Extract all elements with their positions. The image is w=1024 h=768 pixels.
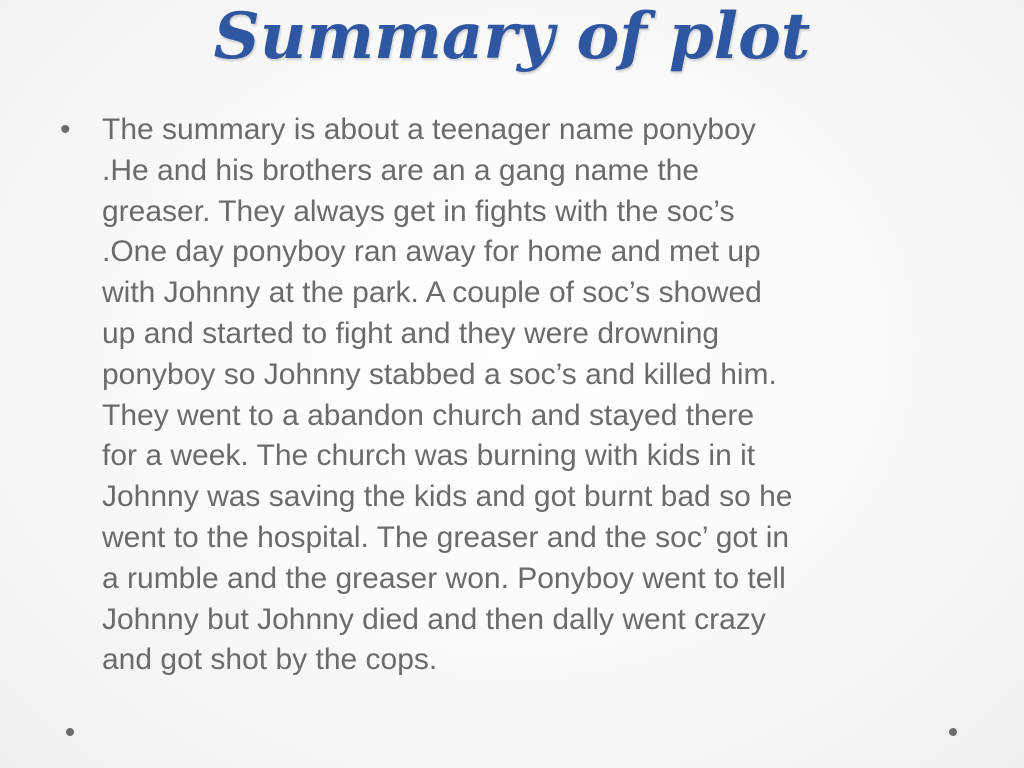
bullet-marker: • — [60, 113, 71, 146]
bullet-text: The summary is about a teenager name ponyboy .He and his brothers are an a gang name the greaser. They always get in fights with the soc’s .One day ponyboy ran away for home and met up with Johnny at the park. A couple of soc’s showed up and started to fight and they were drowning ponyboy so Johnny stabbed a soc’s and killed him. They went to a abandon church and stayed there for a week. The church was burning with kids in it Johnny was saving the kids and got burnt bad so he went to the hospital. The greaser and the soc’ got in a rumble and the greaser won. Ponyboy went to tell Johnny but Johnny died and then dally went crazy and got shot by the cops. — [102, 113, 793, 677]
slide-title: Summary of plot — [213, 0, 811, 74]
bottom-left-decorative-dot — [66, 728, 74, 736]
bottom-right-decorative-dot — [949, 728, 957, 736]
bullet-list — [60, 110, 960, 681]
bullet-item — [60, 110, 960, 681]
